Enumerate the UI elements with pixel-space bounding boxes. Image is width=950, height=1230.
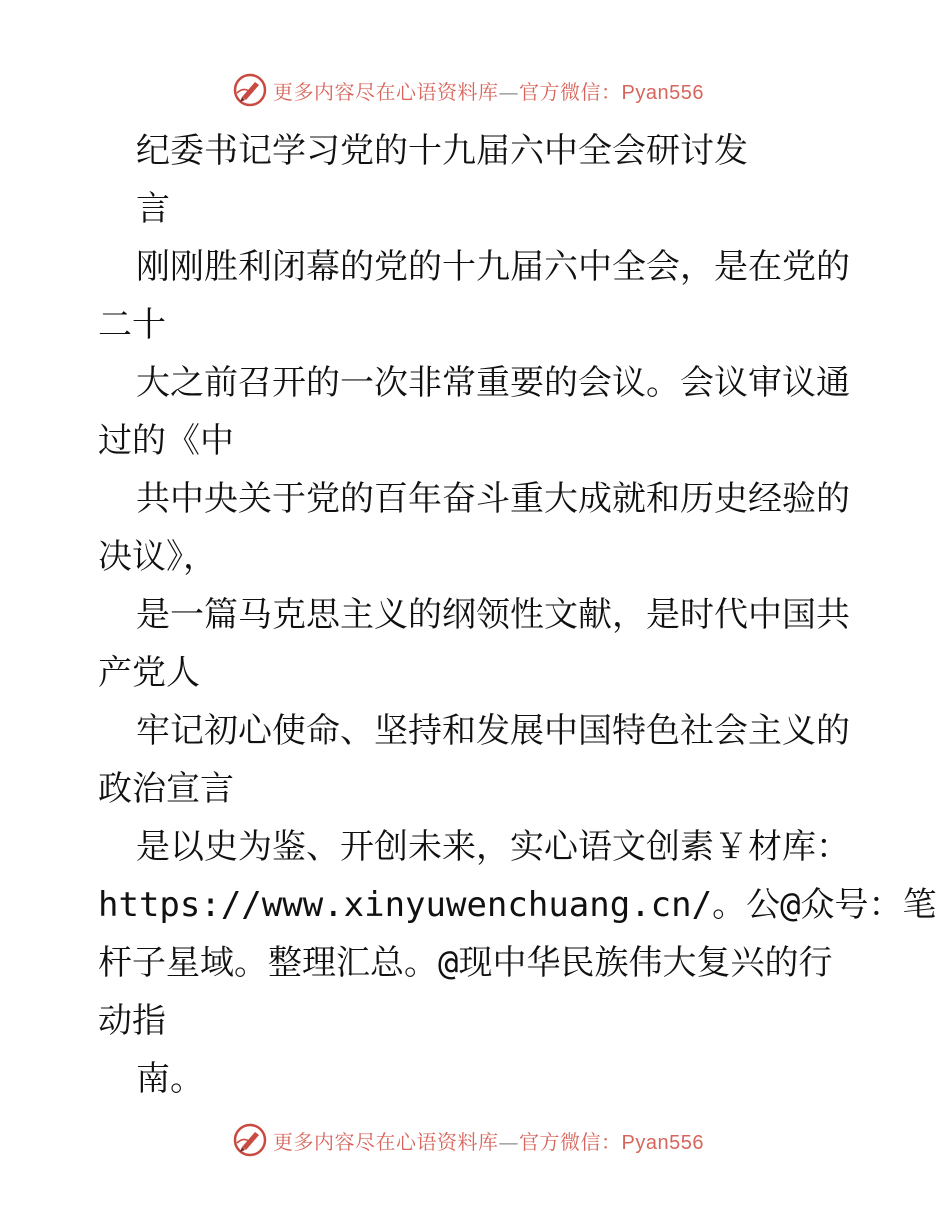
doc-paragraph-line: 决议》， <box>98 537 217 577</box>
doc-paragraph-line: 刚刚胜利闭幕的党的十九届六中全会，是在党的 <box>136 247 850 287</box>
doc-paragraph-line: 政治宣言 <box>98 769 234 809</box>
watermark-text: 更多内容尽在心语资料库—官方微信：Pyan556 <box>273 79 704 104</box>
pen-logo-icon <box>233 1123 267 1157</box>
doc-paragraph-line: 过的《中 <box>98 421 234 461</box>
doc-paragraph-line: 产党人 <box>98 653 200 693</box>
doc-paragraph-line: 大之前召开的一次非常重要的会议。会议审议通 <box>136 363 850 403</box>
watermark-banner-top <box>233 72 704 108</box>
pen-logo-icon <box>233 73 267 107</box>
doc-paragraph-line: 二十 <box>98 305 166 345</box>
doc-paragraph-line: 牢记初心使命、坚持和发展中国特色社会主义的 <box>136 711 850 751</box>
doc-paragraph-line: https://www.xinyuwenchuang.cn/。公@众号：笔 <box>98 885 937 925</box>
doc-title-line: 言 <box>136 189 170 229</box>
doc-paragraph-line: 是以史为鉴、开创未来，实心语文创素￥材库： <box>136 827 850 867</box>
doc-paragraph-line: 是一篇马克思主义的纲领性文献，是时代中国共 <box>136 595 850 635</box>
doc-paragraph-line: 共中央关于党的百年奋斗重大成就和历史经验的 <box>136 479 850 519</box>
doc-paragraph-line: 南。 <box>136 1059 204 1099</box>
doc-title-line: 纪委书记学习党的十九届六中全会研讨发 <box>136 131 748 171</box>
document-body <box>98 122 937 1108</box>
watermark-text: 更多内容尽在心语资料库—官方微信：Pyan556 <box>273 1129 704 1154</box>
doc-paragraph-line: 动指 <box>98 1001 166 1041</box>
watermark-banner-bottom <box>233 1122 704 1158</box>
doc-paragraph-line: 杆子星域。整理汇总。@现中华民族伟大复兴的行 <box>98 943 833 983</box>
